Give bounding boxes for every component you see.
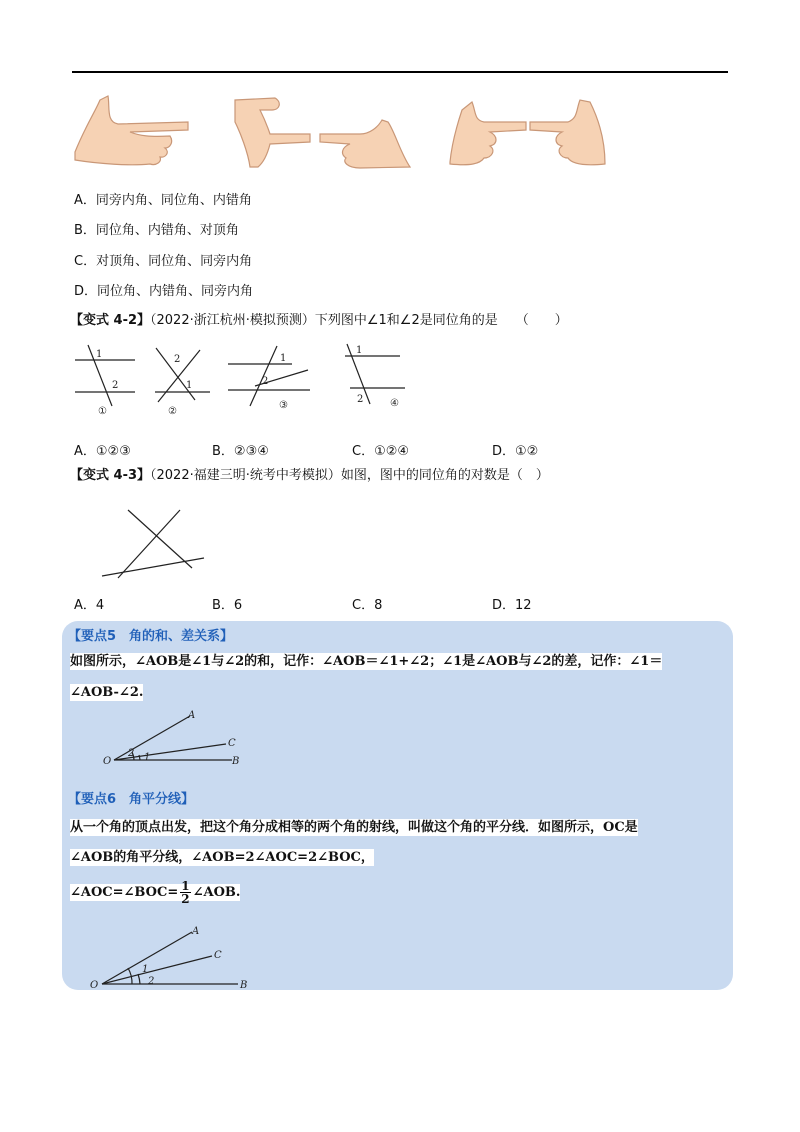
- hand-gesture-2: [235, 98, 410, 168]
- q2-figure-3: [228, 346, 310, 406]
- q2-figure-1: [75, 345, 135, 406]
- q2-figure-2: [155, 348, 210, 402]
- q1-option-d: D．同位角、内错角、同旁内角: [74, 284, 254, 299]
- q2-option-b: B．②③④: [212, 444, 269, 459]
- kp5-figure: [100, 708, 250, 772]
- kp6-fraction: $\frac{1}{2}$: [181, 879, 190, 906]
- q2-stem: [70, 312, 568, 330]
- q3-option-c: C．8: [352, 598, 383, 613]
- kp6-title: 【要点6 角平分线】: [68, 792, 195, 807]
- hand-gesture-illustration: [70, 92, 610, 172]
- kp5-label-1: 1: [144, 752, 151, 763]
- q3-source: （2022·福建三明·统考中考模拟）如图，图中的同位角的对数是（ ）: [150, 468, 549, 483]
- q2-figures: [70, 340, 410, 418]
- q2-fig2-label-1: 1: [186, 380, 193, 391]
- kp6-label-b: B: [240, 980, 248, 991]
- q2-option-d: D．①②: [492, 444, 539, 459]
- kp5-label-b: B: [232, 756, 240, 767]
- q1-option-a: A．同旁内角、同位角、内错角: [74, 193, 252, 208]
- kp5-label-2: 2: [128, 748, 135, 759]
- q3-figure: [100, 506, 210, 586]
- kp6-label-1: 1: [142, 964, 149, 975]
- hand-gesture-3: [450, 100, 605, 165]
- kp5-line2: ∠AOB-∠2.: [70, 685, 144, 700]
- kp5-line1: 如图所示，∠AOB是∠1与∠2的和，记作：∠AOB＝∠1+∠2；∠1是∠AOB与∠2的差，记作：∠1＝: [70, 654, 663, 669]
- hand-gesture-1: [75, 96, 188, 165]
- kp5-label-o: O: [103, 756, 112, 767]
- q3-option-b: B．6: [212, 598, 243, 613]
- q2-figure-4: [345, 344, 405, 404]
- kp5-label-a: A: [188, 710, 196, 721]
- kp6-label-o: O: [90, 980, 99, 991]
- q1-option-c: C．对顶角、同位角、同旁内角: [74, 254, 253, 269]
- q2-fig2-label-2: 2: [174, 354, 181, 365]
- kp6-label-a: A: [192, 926, 200, 937]
- q3-tag: 【变式 4-3】: [70, 468, 151, 483]
- q2-fig4-label-2: 2: [357, 394, 364, 405]
- q2-fig2-number: ②: [168, 406, 177, 417]
- q2-fig1-label-2: 2: [112, 380, 119, 391]
- kp6-line3: ∠AOC=∠BOC= $\frac{1}{2}$ ∠AOB.: [70, 879, 241, 906]
- header-rule: [72, 71, 728, 73]
- kp6-label-c: C: [214, 950, 222, 961]
- q2-source: （2022·浙江杭州·模拟预测）下列图中: [150, 313, 367, 328]
- q2-paren: （ ）: [515, 313, 568, 328]
- q2-option-a: A．①②③: [74, 444, 131, 459]
- q2-fig1-number: ①: [98, 406, 107, 417]
- q2-fig1-label-1: 1: [96, 349, 103, 360]
- kp5-label-c: C: [228, 738, 236, 749]
- q2-body: ∠1和∠2是同位角的是: [366, 313, 498, 328]
- q2-fig3-label-1: 1: [280, 353, 287, 364]
- q2-fig4-label-1: 1: [356, 345, 363, 356]
- q3-stem: [70, 467, 549, 485]
- q1-option-b: B．同位角、内错角、对顶角: [74, 223, 239, 238]
- kp6-line1: 从一个角的顶点出发，把这个角分成相等的两个角的射线，叫做这个角的平分线．如图所示，OC是: [70, 820, 638, 835]
- kp6-label-2: 2: [148, 976, 155, 987]
- q2-fig4-number: ④: [390, 398, 399, 409]
- kp5-title: 【要点5 角的和、差关系】: [68, 629, 234, 644]
- q2-fig3-label-2: 2: [262, 376, 269, 387]
- q2-tag: 【变式 4-2】: [70, 313, 151, 328]
- kp6-line2: ∠AOB的角平分线，∠AOB=2∠AOC=2∠BOC，: [70, 850, 374, 865]
- q3-option-d: D．12: [492, 598, 532, 613]
- q2-fig3-number: ③: [279, 400, 288, 411]
- kp6-figure: [88, 922, 258, 992]
- q3-option-a: A．4: [74, 598, 105, 613]
- q2-option-c: C．①②④: [352, 444, 410, 459]
